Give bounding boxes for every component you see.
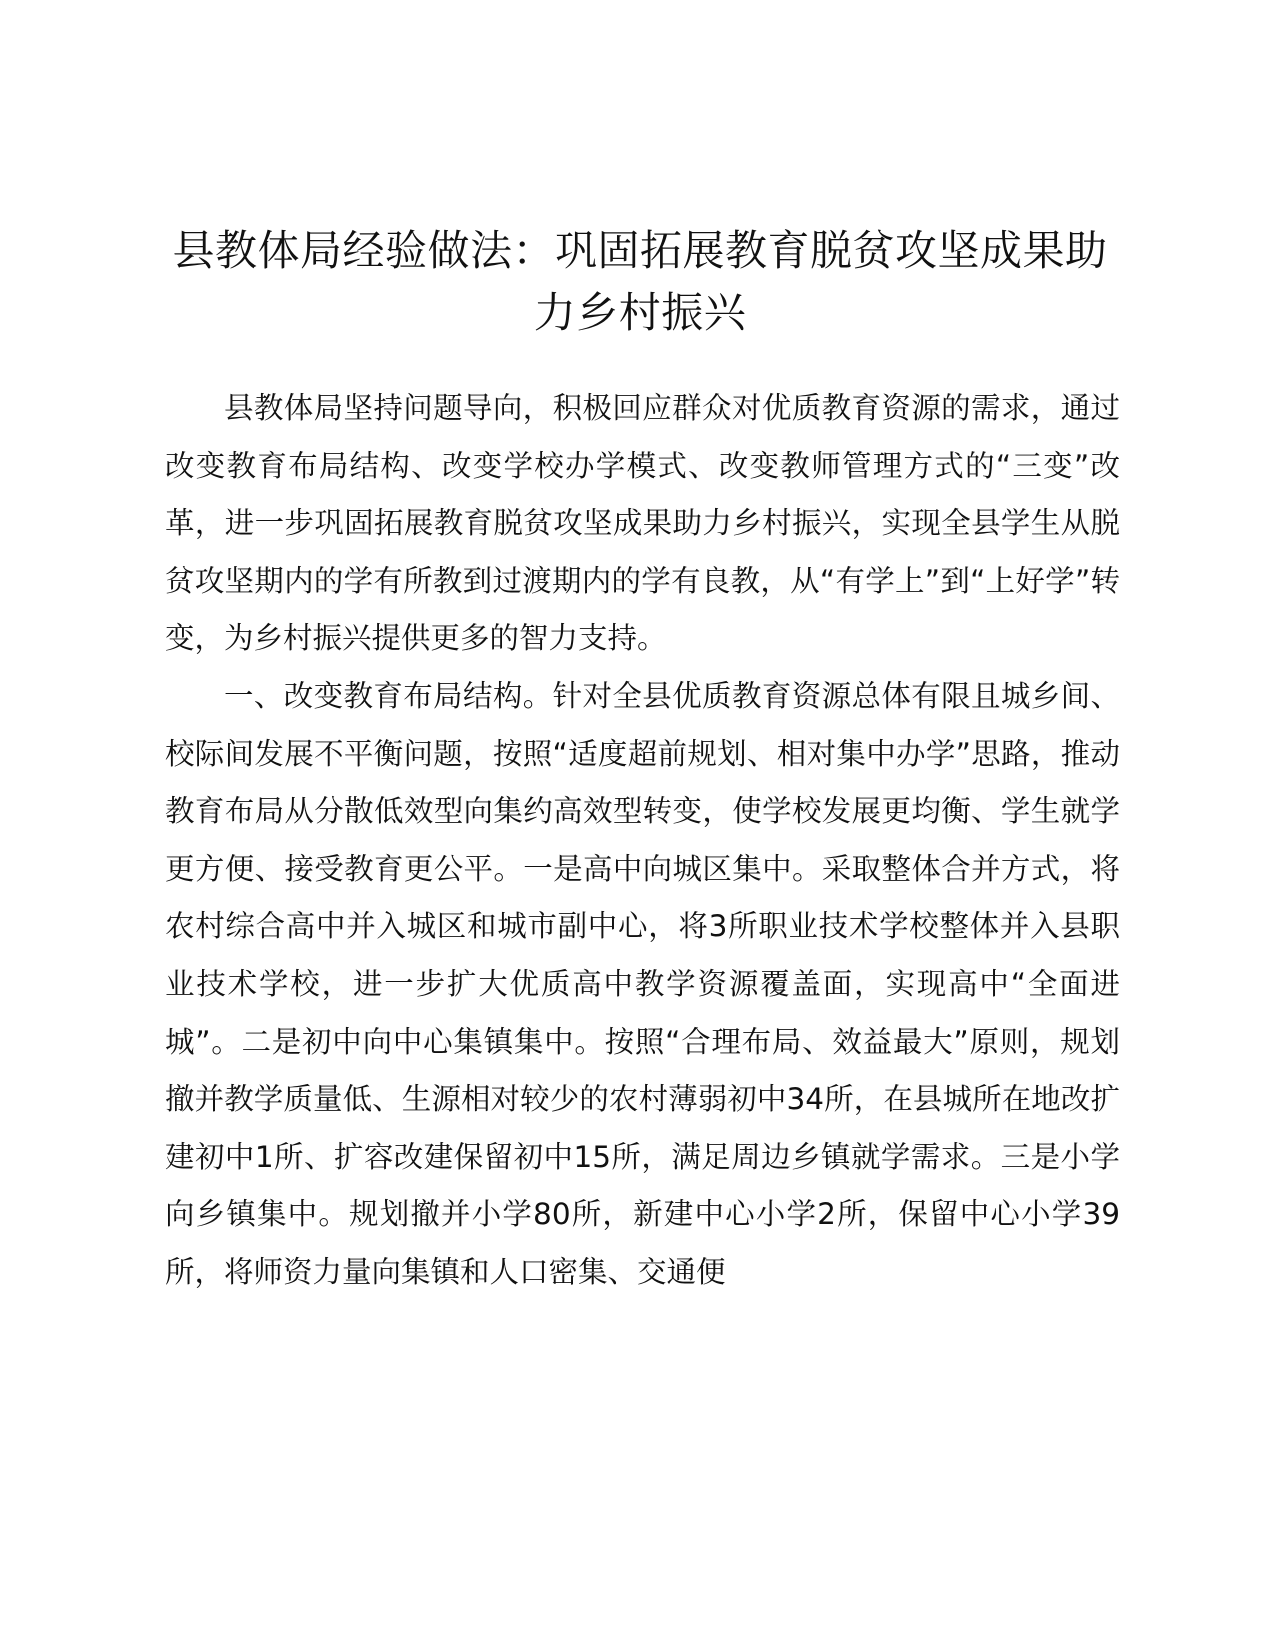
paragraph-intro: 县教体局坚持问题导向，积极回应群众对优质教育资源的需求，通过改变教育布局结构、改变学校办学模式、改变教师管理方式的“三变”改革，进一步巩固拓展教育脱贫攻坚成果助力乡村振兴，实现全县学生从脱贫攻坚期内的学有所教到过渡期内的学有良教，从“有学上”到“上好学”转变，为乡村振兴提供更多的智力支持。 xyxy=(165,391,1120,656)
paragraph-section-one: 一、改变教育布局结构。针对全县优质教育资源总体有限且城乡间、校际间发展不平衡问题，按照“适度超前规划、相对集中办学”思路，推动教育布局从分散低效型向集约高效型转变，使学校发展更均衡、学生就学更方便、接受教育更公平。一是高中向城区集中。采取整体合并方式，将农村综合高中并入城区和城市副中心，将3所职业技术学校整体并入县职业技术学校，进一步扩大优质高中教学资源覆盖面，实现高中“全面进城”。二是初中向中心集镇集中。按照“合理布局、效益最大”原则，规划撤并教学质量低、生源相对较少的农村薄弱初中34所，在县城所在地改扩建初中1所、扩容改建保留初中15所，满足周边乡镇就学需求。三是小学向乡镇集中。规划撤并小学80所，新建中心小学2所，保留中心小学39所，将师资力量向集镇和人口密集、交通便 xyxy=(165,678,1120,1289)
document-title: 县教体局经验做法：巩固拓展教育脱贫攻坚成果助力乡村振兴 xyxy=(172,226,1108,337)
document-body xyxy=(165,380,1120,1302)
